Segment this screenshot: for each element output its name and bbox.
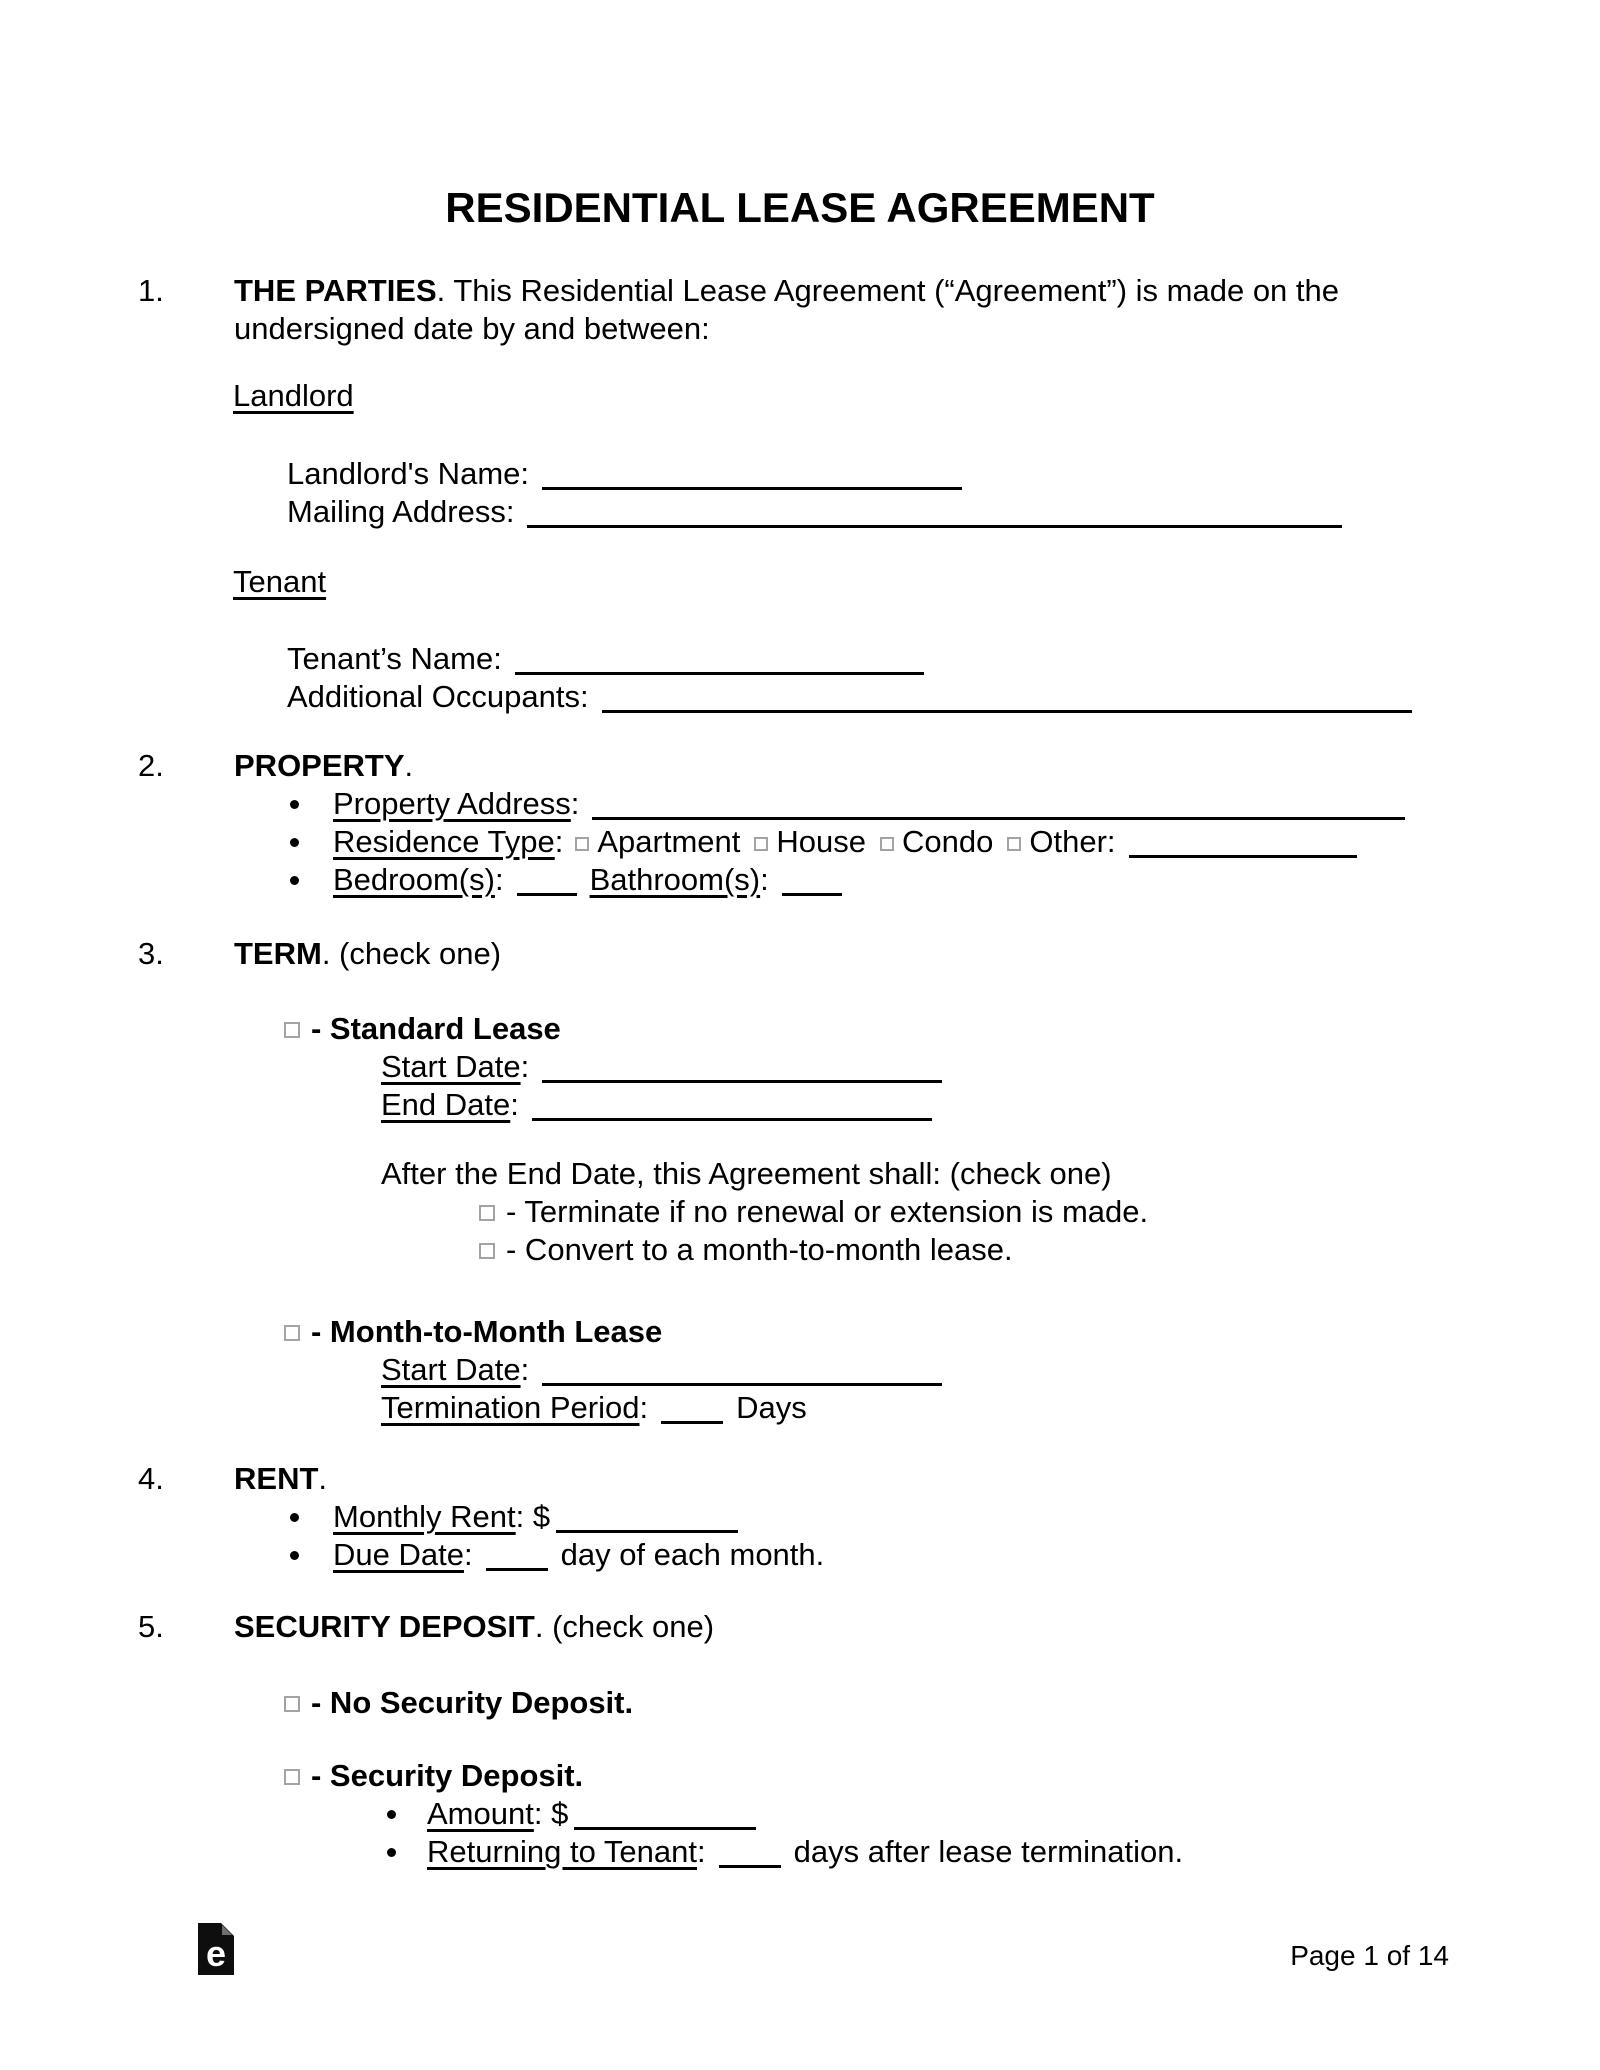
standard-start-date-row — [381, 1048, 955, 1086]
tenant-name-blank[interactable] — [515, 652, 924, 675]
due-date-row — [186, 1536, 824, 1574]
additional-occupants-row — [287, 678, 1425, 716]
section-heading: RENT — [234, 1461, 319, 1496]
standard-lease-checkbox[interactable] — [284, 1022, 300, 1038]
section-property — [138, 747, 1418, 899]
deposit-amount-blank[interactable] — [574, 1807, 756, 1830]
landlord-fields — [287, 455, 1355, 531]
security-deposit-label: - Security Deposit. — [311, 1758, 584, 1793]
section-term-heading — [138, 935, 502, 973]
section-heading-suffix: . — [318, 1461, 328, 1496]
eforms-logo-icon — [198, 1923, 234, 1975]
section-heading: THE PARTIES — [234, 273, 437, 308]
parties-intro-text: . This Residential Lease Agreement (“Agreement”) is made on the undersigned date by and between: — [234, 273, 1340, 346]
standard-end-date-blank[interactable] — [532, 1098, 932, 1121]
other-label: Other: — [1029, 824, 1116, 859]
tenant-heading: Tenant — [233, 564, 327, 599]
landlord-heading: Landlord — [233, 378, 354, 413]
house-label: House — [776, 824, 866, 859]
section-number: 5. — [138, 1609, 164, 1644]
termination-period-blank[interactable] — [661, 1401, 723, 1424]
landlord-name-blank[interactable] — [542, 467, 962, 490]
mailing-address-row — [287, 493, 1355, 531]
returning-suffix: days after lease termination. — [793, 1834, 1184, 1869]
condo-checkbox[interactable] — [880, 837, 894, 851]
section-parties — [138, 272, 1416, 348]
monthly-rent-label: Monthly Rent: — [333, 1499, 525, 1534]
month-to-month-label: - Month-to-Month Lease — [311, 1314, 663, 1349]
page-number: Page 1 of 14 — [1290, 1940, 1449, 1971]
eforms-logo-letter: e — [205, 1933, 227, 1974]
after-end-date-block — [381, 1155, 1148, 1269]
terminate-option-row — [479, 1193, 1148, 1231]
month-to-month-checkbox[interactable] — [284, 1325, 300, 1341]
m2m-start-date-row — [381, 1351, 955, 1389]
parties-intro-paragraph — [138, 272, 1416, 348]
after-end-note: After the End Date, this Agreement shall: (check one) — [381, 1156, 1112, 1191]
document-title: RESIDENTIAL LEASE AGREEMENT — [445, 184, 1155, 231]
section-number: 4. — [138, 1461, 164, 1496]
apartment-checkbox[interactable] — [575, 837, 589, 851]
bedrooms-blank[interactable] — [517, 873, 577, 896]
due-date-blank[interactable] — [486, 1548, 548, 1571]
property-address-blank[interactable] — [592, 797, 1405, 820]
convert-checkbox[interactable] — [479, 1243, 495, 1259]
mailing-address-blank[interactable] — [527, 505, 1342, 528]
mailing-address-label: Mailing Address: — [287, 494, 515, 529]
bedrooms-label: Bedroom(s): — [333, 862, 504, 897]
bedrooms-row — [186, 861, 1418, 899]
rent-heading-row — [138, 1460, 824, 1498]
dollar-sign: $ — [551, 1796, 569, 1831]
standard-start-date-blank[interactable] — [542, 1060, 942, 1083]
termination-period-label: Termination Period: — [381, 1390, 649, 1425]
no-security-deposit-row — [284, 1684, 633, 1722]
convert-option-label: - Convert to a month-to-month lease. — [506, 1232, 1013, 1267]
property-address-row — [186, 785, 1418, 823]
convert-option-row — [479, 1231, 1148, 1269]
termination-period-row — [381, 1389, 955, 1427]
bathrooms-blank[interactable] — [782, 873, 842, 896]
other-residence-blank[interactable] — [1129, 835, 1357, 858]
due-date-label: Due Date: — [333, 1537, 473, 1572]
additional-occupants-blank[interactable] — [602, 690, 1412, 713]
apartment-label: Apartment — [597, 824, 741, 859]
house-checkbox[interactable] — [754, 837, 768, 851]
apartment-option — [575, 824, 740, 859]
section-deposit-heading — [138, 1608, 715, 1646]
section-rent — [138, 1460, 825, 1574]
bathrooms-label: Bathroom(s): — [589, 862, 769, 897]
condo-label: Condo — [902, 824, 994, 859]
standard-lease-label: - Standard Lease — [311, 1011, 561, 1046]
property-address-label: Property Address: — [333, 786, 580, 821]
due-date-suffix: day of each month. — [560, 1537, 825, 1572]
additional-occupants-label: Additional Occupants: — [287, 679, 589, 714]
house-option — [754, 824, 866, 859]
standard-end-date-row — [381, 1086, 955, 1124]
monthly-rent-row — [186, 1498, 824, 1536]
start-date-label: Start Date: — [381, 1352, 530, 1387]
other-option — [1007, 824, 1115, 859]
section-number: 1. — [138, 273, 164, 308]
monthly-rent-blank[interactable] — [556, 1510, 738, 1533]
terminate-option-label: - Terminate if no renewal or extension is made. — [506, 1194, 1149, 1229]
deposit-amount-row — [284, 1795, 1183, 1833]
returning-row — [284, 1833, 1183, 1871]
tenant-name-label: Tenant’s Name: — [287, 641, 502, 676]
returning-label: Returning to Tenant: — [427, 1834, 706, 1869]
security-deposit-row — [284, 1757, 1183, 1795]
property-heading-row — [138, 747, 1418, 785]
tenant-name-row — [287, 640, 1425, 678]
terminate-checkbox[interactable] — [479, 1205, 495, 1221]
security-deposit-block — [284, 1757, 1183, 1871]
condo-option — [880, 824, 993, 859]
landlord-name-row — [287, 455, 1355, 493]
month-to-month-block — [284, 1313, 955, 1427]
landlord-name-label: Landlord's Name: — [287, 456, 529, 491]
tenant-fields — [287, 640, 1425, 716]
section-number: 2. — [138, 748, 164, 783]
security-deposit-checkbox[interactable] — [284, 1769, 300, 1785]
section-heading-suffix: . — [404, 748, 414, 783]
section-heading-suffix: . (check one) — [321, 936, 502, 971]
residence-type-row — [186, 823, 1418, 861]
section-heading: PROPERTY — [234, 748, 405, 783]
month-to-month-row — [284, 1313, 955, 1351]
m2m-start-date-blank[interactable] — [542, 1363, 942, 1386]
section-heading-suffix: . (check one) — [534, 1609, 715, 1644]
amount-label: Amount: — [427, 1796, 543, 1831]
returning-days-blank[interactable] — [719, 1845, 781, 1868]
no-security-deposit-label: - No Security Deposit. — [311, 1685, 634, 1720]
standard-lease-row — [284, 1010, 955, 1048]
end-date-label: End Date: — [381, 1087, 519, 1122]
standard-lease-block — [284, 1010, 955, 1124]
section-number: 3. — [138, 936, 164, 971]
start-date-label: Start Date: — [381, 1049, 530, 1084]
no-security-deposit-checkbox[interactable] — [284, 1696, 300, 1712]
section-heading: SECURITY DEPOSIT — [234, 1609, 535, 1644]
residence-type-label: Residence Type: — [333, 824, 564, 859]
dollar-sign: $ — [532, 1499, 551, 1534]
section-heading: TERM — [234, 936, 322, 971]
other-checkbox[interactable] — [1007, 837, 1021, 851]
days-suffix: Days — [736, 1390, 807, 1425]
